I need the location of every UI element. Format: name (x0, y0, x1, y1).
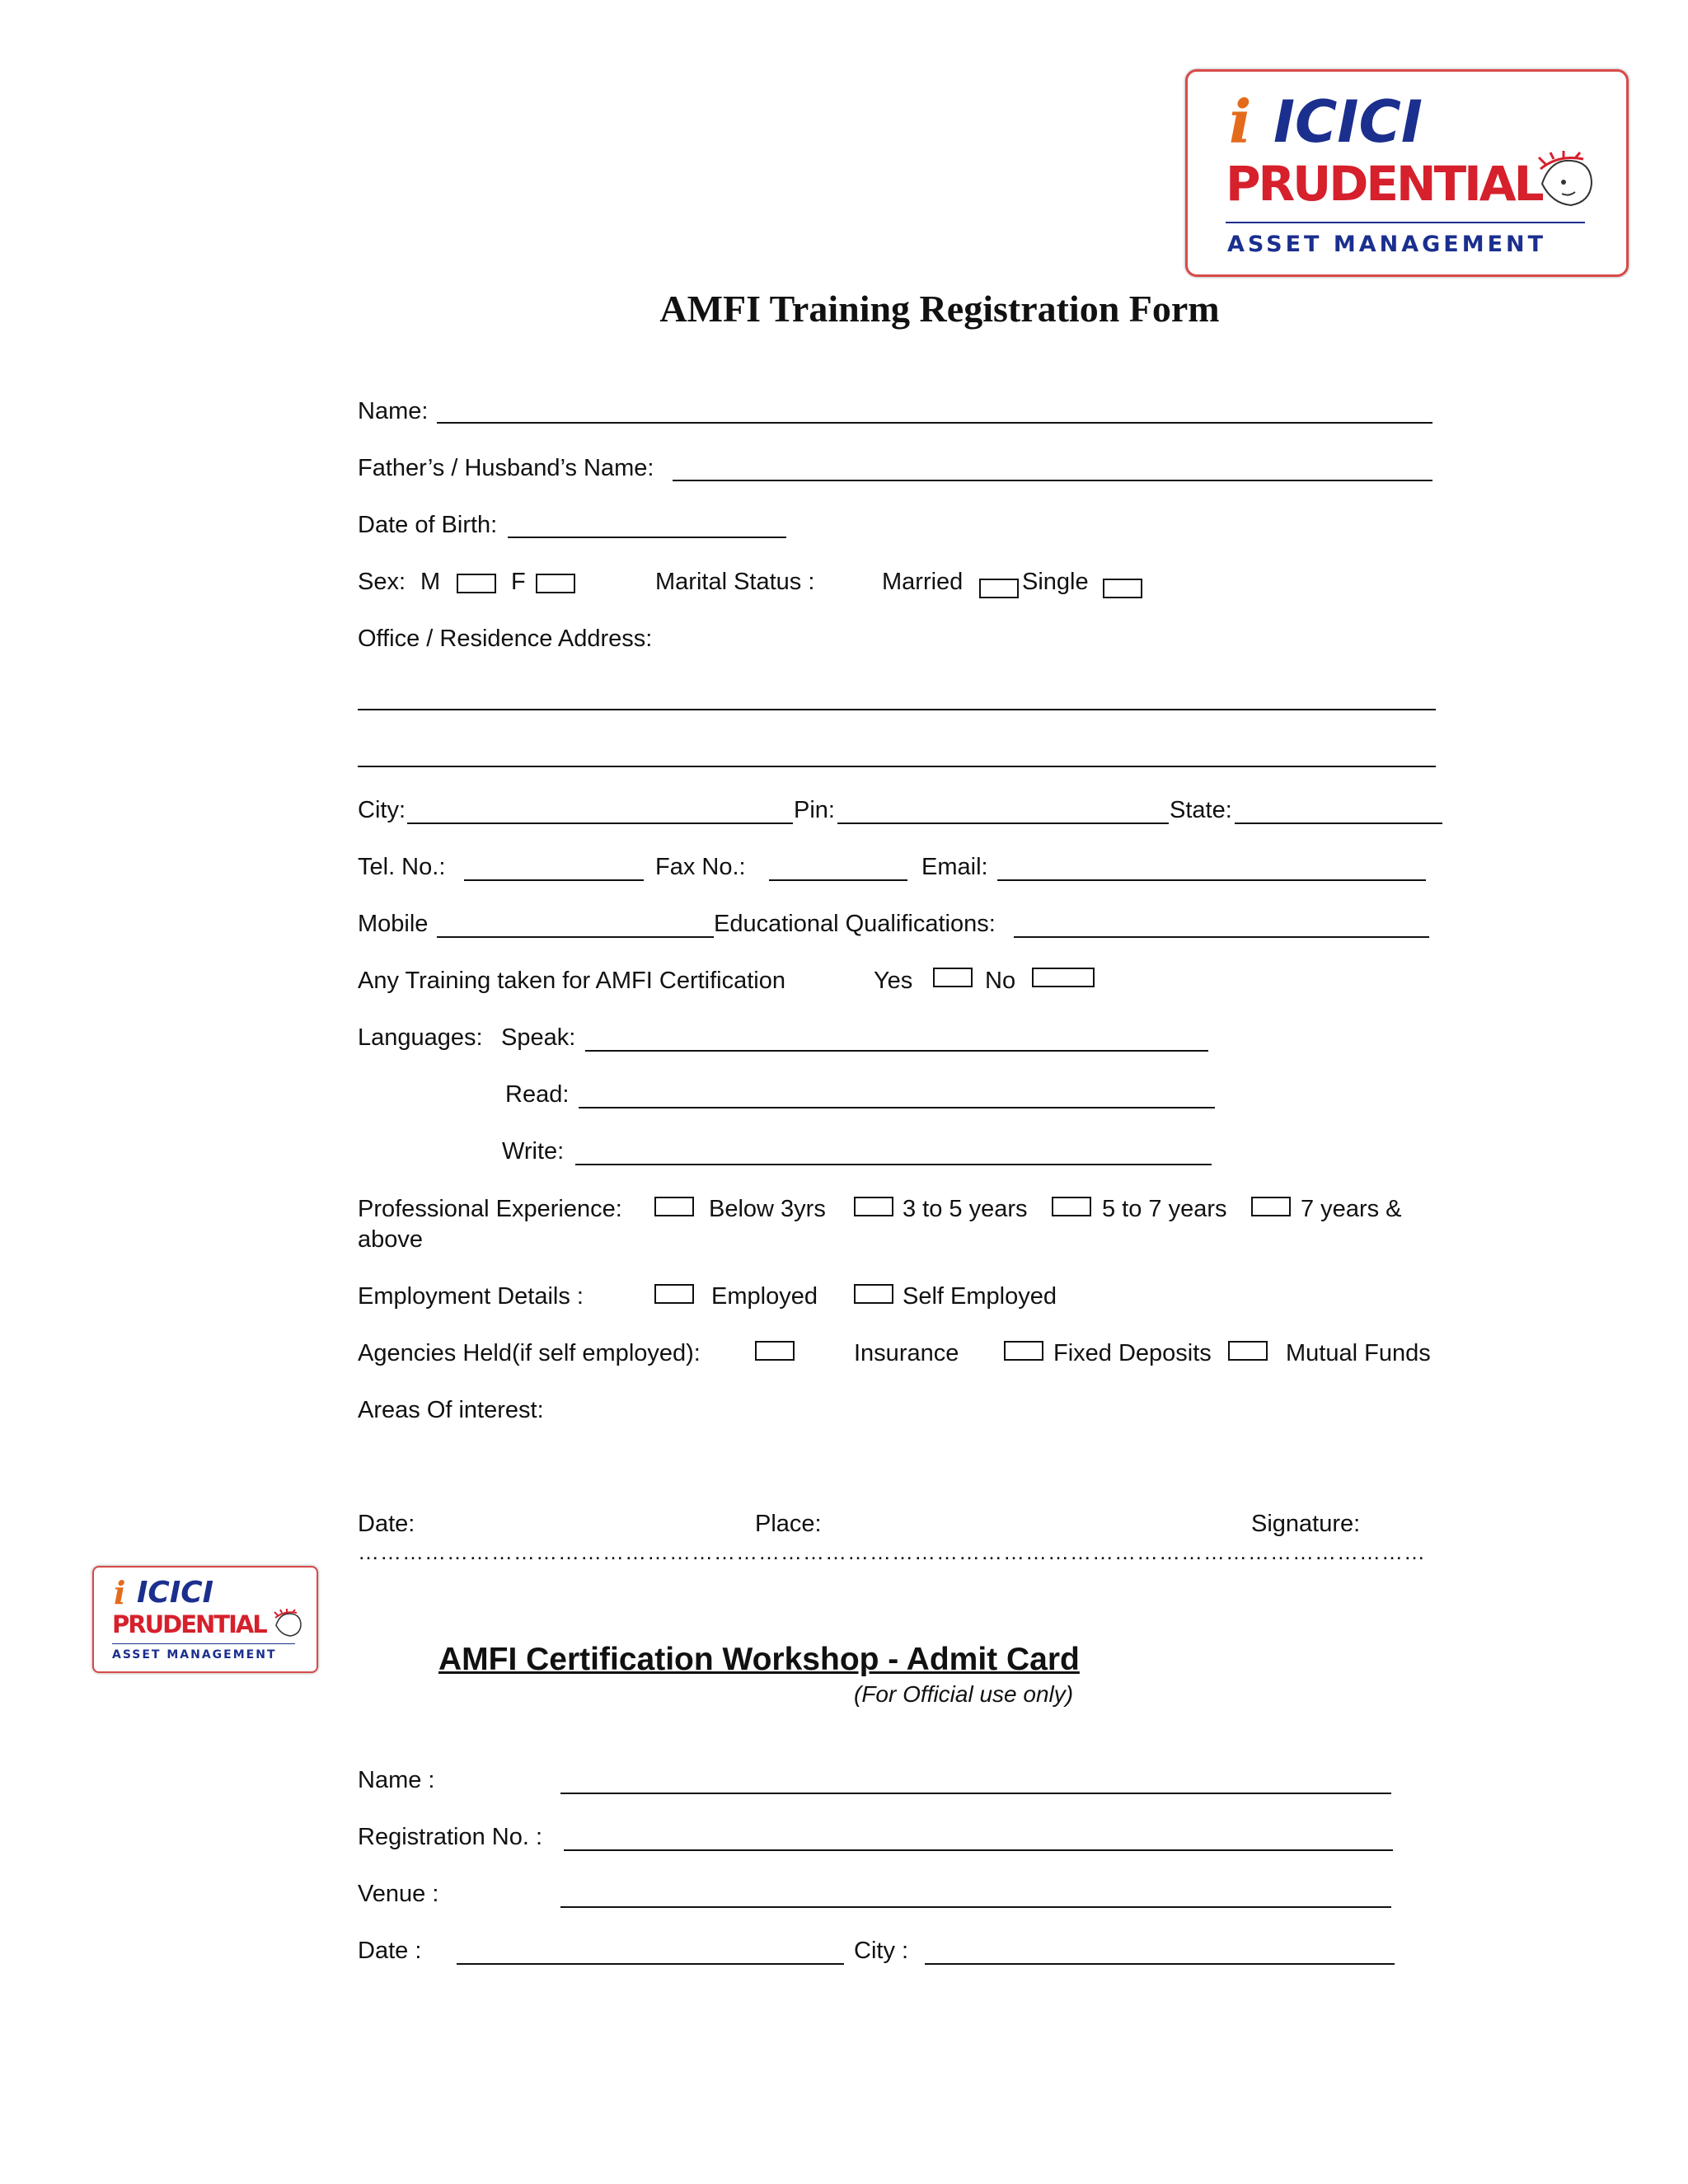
admit-city-field[interactable] (925, 1963, 1395, 1965)
admit-logo-brand-line3: ASSET MANAGEMENT (112, 1648, 277, 1661)
exp-below-3-checkbox[interactable] (654, 1197, 694, 1216)
fixed-deposits-label: Fixed Deposits (1053, 1340, 1212, 1366)
admit-reg-field[interactable] (564, 1849, 1393, 1851)
cut-separator: ……………………………………………………………………………………………………………………………… (358, 1540, 1426, 1564)
company-logo (1185, 69, 1629, 277)
exp-3-5-checkbox[interactable] (854, 1197, 893, 1216)
married-checkbox[interactable] (979, 579, 1019, 598)
email-field[interactable] (997, 879, 1426, 881)
address-line-1[interactable] (358, 709, 1436, 710)
languages-label: Languages: (358, 1024, 483, 1051)
city-field[interactable] (407, 823, 793, 824)
admit-card-note: (For Official use only) (854, 1681, 1074, 1707)
admit-card-title: AMFI Certification Workshop - Admit Card (438, 1642, 1080, 1677)
single-checkbox[interactable] (1103, 579, 1142, 598)
mutual-funds-label: Mutual Funds (1286, 1340, 1431, 1366)
education-field[interactable] (1014, 936, 1429, 938)
training-yes-label: Yes (874, 968, 913, 994)
state-label: State: (1170, 797, 1232, 823)
sex-label: Sex: (358, 569, 406, 595)
exp-7-plus-label: 7 years & (1301, 1196, 1402, 1222)
admit-logo-i-mark-icon: i (114, 1574, 126, 1611)
name-field[interactable] (437, 422, 1432, 424)
sex-m-label: M (420, 569, 441, 595)
dob-label: Date of Birth: (358, 512, 498, 538)
dob-field[interactable] (508, 537, 786, 538)
admit-name-label: Name : (358, 1767, 435, 1793)
state-field[interactable] (1235, 823, 1442, 824)
tel-label: Tel. No.: (358, 854, 446, 880)
email-label: Email: (921, 854, 988, 880)
agencies-label: Agencies Held(if self employed): (358, 1340, 701, 1366)
logo-divider (1226, 222, 1585, 223)
mutual-funds-checkbox[interactable] (1228, 1341, 1268, 1361)
education-label: Educational Qualifications: (714, 911, 996, 937)
fax-label: Fax No.: (655, 854, 746, 880)
sex-f-label: F (511, 569, 526, 595)
write-field[interactable] (575, 1164, 1212, 1165)
exp-5-7-checkbox[interactable] (1052, 1197, 1091, 1216)
form-title: AMFI Training Registration Form (659, 288, 1220, 330)
father-name-field[interactable] (673, 480, 1432, 481)
logo-i-mark-icon: i (1229, 87, 1252, 157)
married-label: Married (882, 569, 964, 595)
admit-venue-field[interactable] (560, 1906, 1391, 1908)
admit-logo-brand-line1: ICICI (137, 1576, 214, 1610)
mobile-field[interactable] (437, 936, 714, 938)
employment-label: Employment Details : (358, 1283, 584, 1310)
interest-label: Areas Of interest: (358, 1397, 544, 1423)
place-label: Place: (755, 1511, 822, 1537)
tel-field[interactable] (464, 879, 644, 881)
read-label: Read: (505, 1081, 570, 1108)
sex-f-checkbox[interactable] (536, 574, 575, 593)
address-line-2[interactable] (358, 766, 1436, 767)
exp-7-plus-checkbox[interactable] (1251, 1197, 1291, 1216)
admit-logo-brand-line2: PRUDENTIAL (112, 1610, 266, 1638)
address-label: Office / Residence Address: (358, 626, 653, 652)
exp-7-plus-label-wrap: above (358, 1226, 424, 1253)
date-label: Date: (358, 1511, 415, 1537)
employed-label: Employed (711, 1283, 818, 1310)
speak-label: Speak: (501, 1024, 576, 1051)
father-name-label: Father’s / Husband’s Name: (358, 455, 654, 481)
write-label: Write: (502, 1138, 565, 1165)
speak-field[interactable] (585, 1050, 1208, 1052)
fax-field[interactable] (769, 879, 907, 881)
admit-reg-label: Registration No. : (358, 1824, 543, 1850)
logo-mascot-icon (1534, 151, 1600, 210)
admit-city-label: City : (854, 1938, 909, 1964)
admit-venue-label: Venue : (358, 1881, 439, 1907)
signature-label: Signature: (1251, 1511, 1361, 1537)
admit-card-logo (92, 1566, 318, 1673)
admit-name-field[interactable] (560, 1793, 1391, 1794)
admit-logo-mascot-icon (272, 1609, 305, 1638)
city-label: City: (358, 797, 406, 823)
pin-field[interactable] (837, 823, 1169, 824)
self-employed-label: Self Employed (903, 1283, 1057, 1310)
single-label: Single (1022, 569, 1089, 595)
name-label: Name: (358, 398, 429, 424)
admit-date-field[interactable] (457, 1963, 844, 1965)
insurance-label: Insurance (854, 1340, 959, 1366)
training-no-checkbox[interactable] (1032, 968, 1095, 987)
marital-status-label: Marital Status : (655, 569, 815, 595)
training-yes-checkbox[interactable] (933, 968, 973, 987)
fixed-deposits-checkbox[interactable] (1004, 1341, 1043, 1361)
self-employed-checkbox[interactable] (854, 1284, 893, 1304)
exp-5-7-label: 5 to 7 years (1102, 1196, 1227, 1222)
admit-date-label: Date : (358, 1938, 422, 1964)
admit-logo-divider (112, 1643, 295, 1644)
read-field[interactable] (579, 1107, 1215, 1108)
exp-below-3-label: Below 3yrs (709, 1196, 826, 1222)
logo-brand-line2: PRUDENTIAL (1226, 156, 1542, 212)
insurance-checkbox[interactable] (755, 1341, 795, 1361)
exp-3-5-label: 3 to 5 years (903, 1196, 1028, 1222)
training-no-label: No (985, 968, 1016, 994)
employed-checkbox[interactable] (654, 1284, 694, 1304)
mobile-label: Mobile (358, 911, 429, 937)
pin-label: Pin: (794, 797, 835, 823)
experience-label: Professional Experience: (358, 1196, 622, 1222)
logo-brand-line1: ICICI (1273, 88, 1423, 156)
sex-m-checkbox[interactable] (457, 574, 496, 593)
logo-brand-line3: ASSET MANAGEMENT (1227, 232, 1547, 257)
training-label: Any Training taken for AMFI Certification (358, 968, 785, 994)
